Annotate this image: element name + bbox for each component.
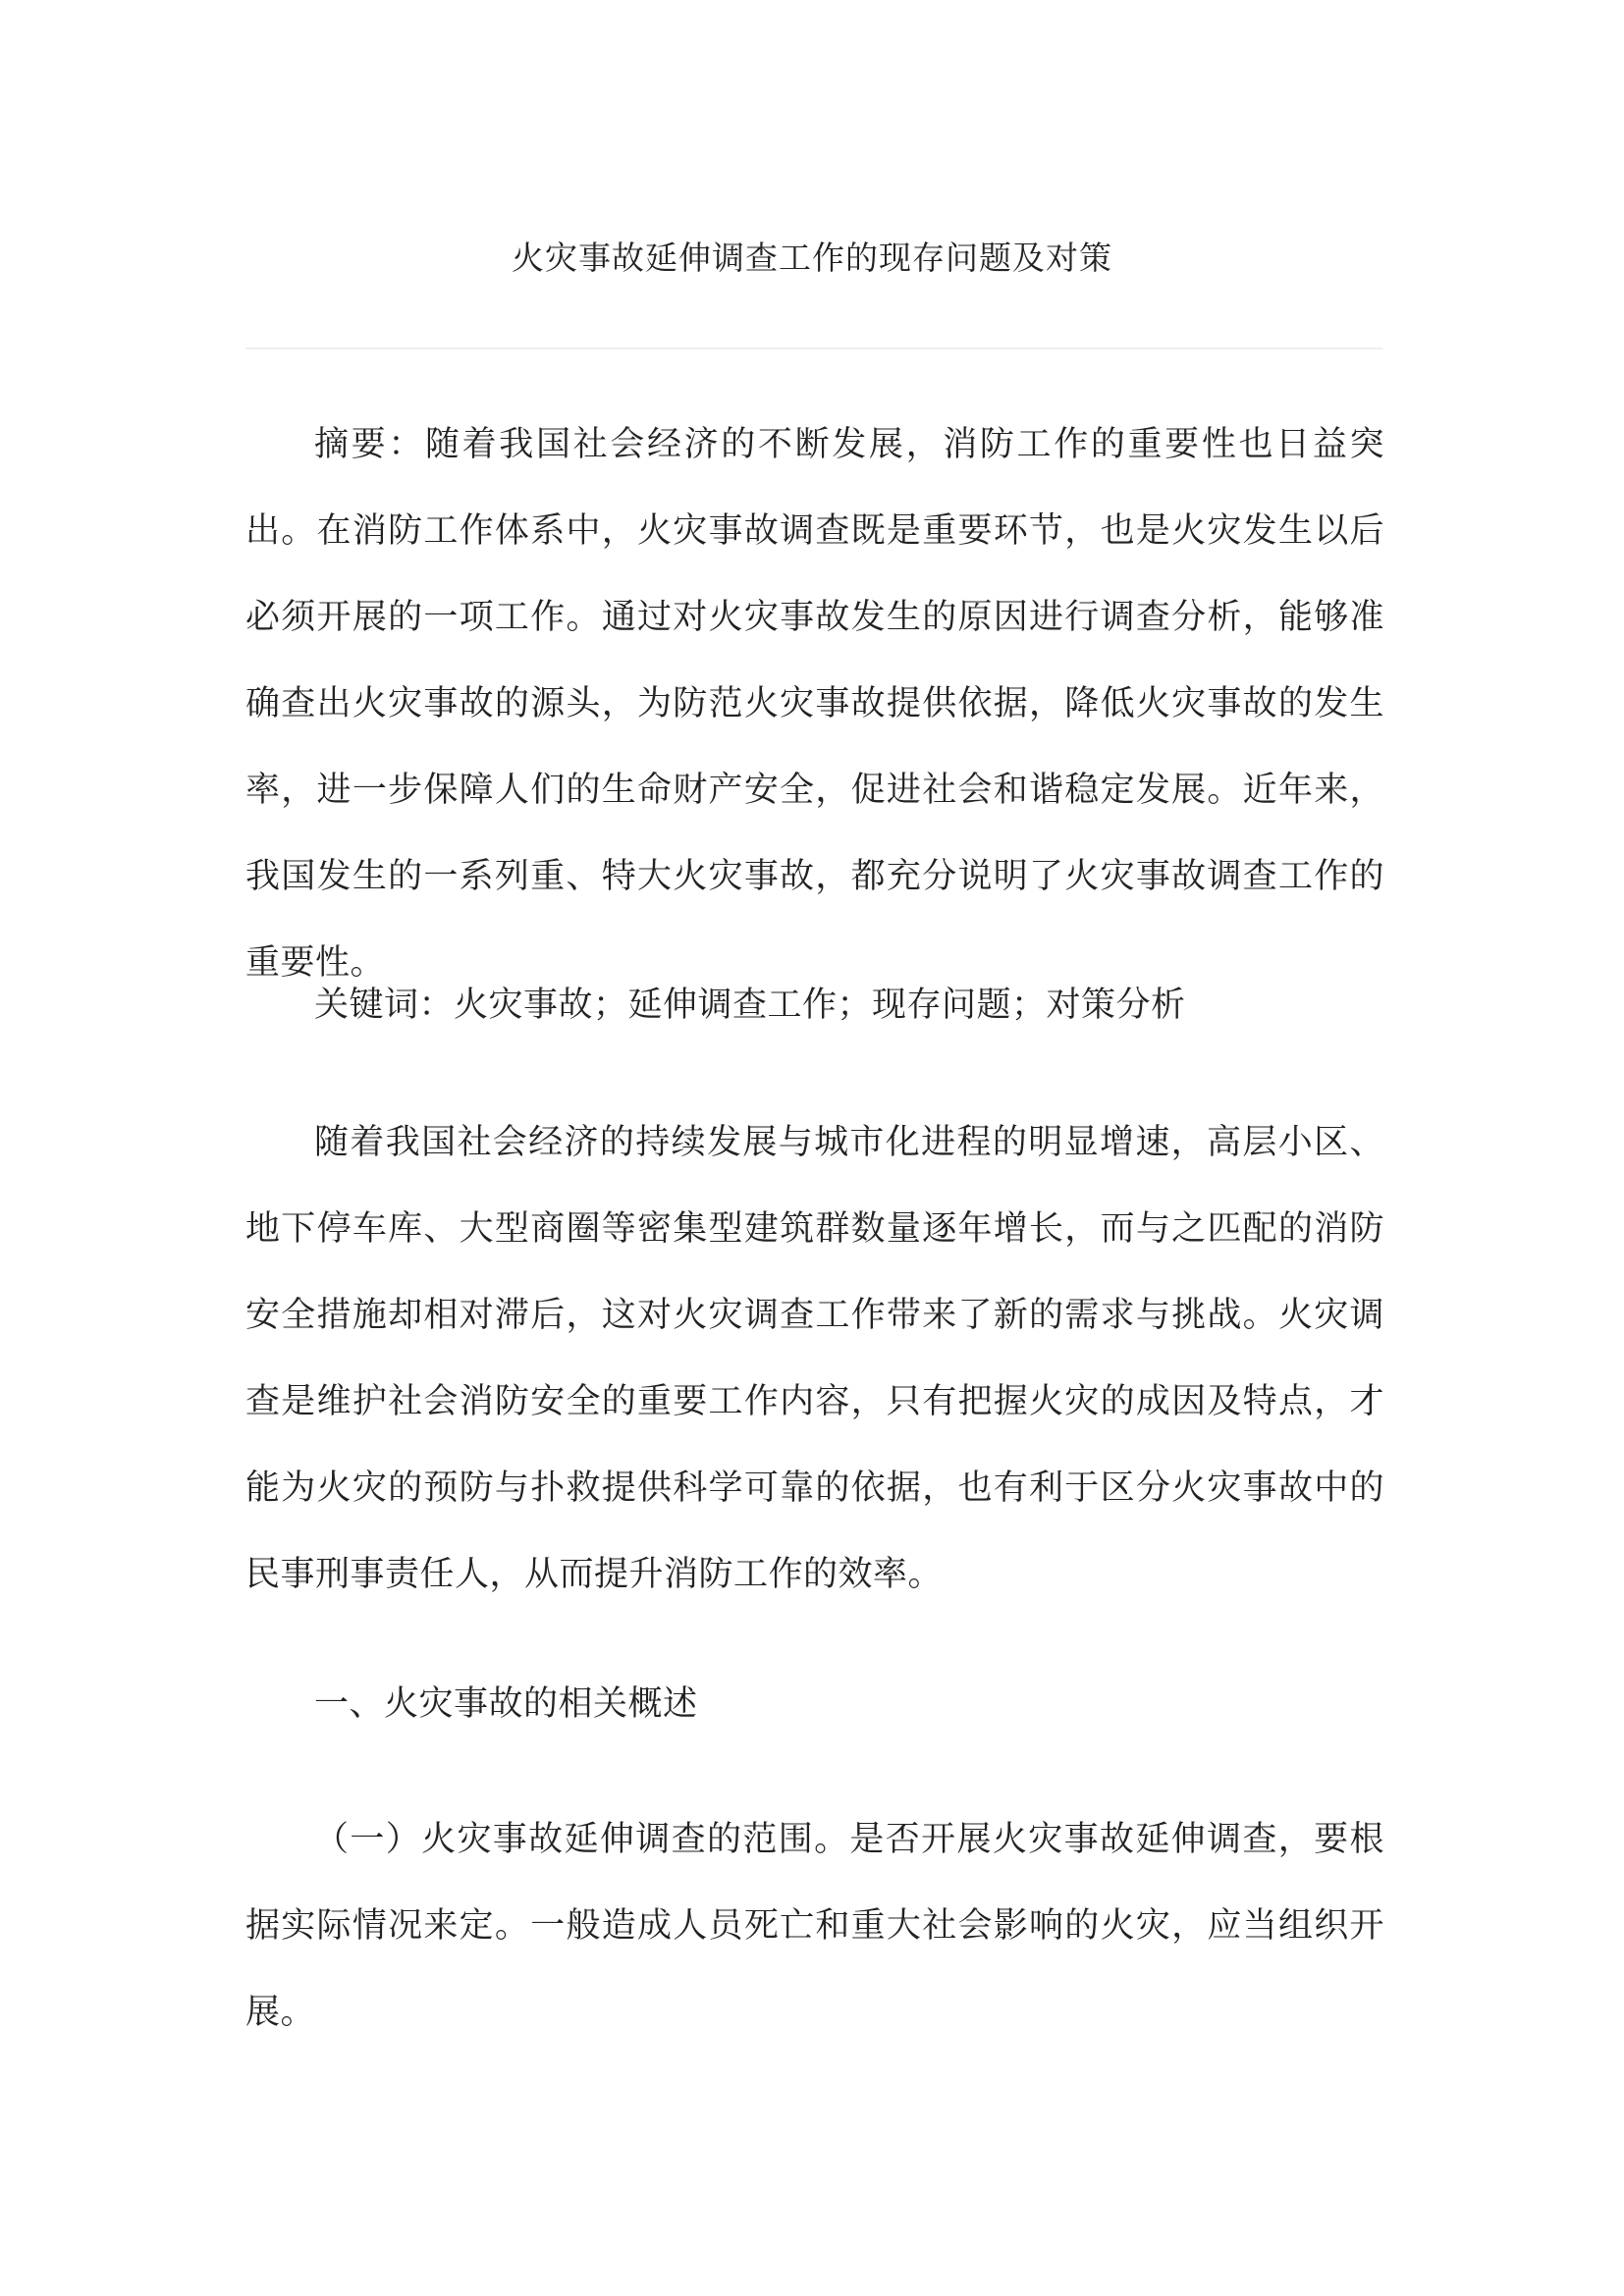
section-paragraph: （一）火灾事故延伸调查的范围。是否开展火灾事故延伸调查，要根据实际情况来定。一般造成人员死亡和重大社会影响的火灾，应当组织开展。 [245,1820,1384,2032]
title-divider [245,347,1382,349]
keywords-paragraph: 关键词：火灾事故；延伸调查工作；现存问题；对策分析 [314,986,1186,1025]
section-heading: 一、火灾事故的相关概述 [314,1684,698,1724]
document-title: 火灾事故延伸调查工作的现存问题及对策 [512,239,1112,277]
abstract-paragraph: 摘要：随着我国社会经济的不断发展，消防工作的重要性也日益突出。在消防工作体系中，火灾事故调查既是重要环节，也是火灾发生以后必须开展的一项工作。通过对火灾事故发生的原因进行调查分析，能够准确查出火灾事故的源头，为防范火灾事故提供依据，降低火灾事故的发生率，进一步保障人们的生命财产安全，促进社会和谐稳定发展。近年来，我国发生的一系列重、特大火灾事故，都充分说明了火灾事故调查工作的重要性。 [245,425,1384,983]
intro-paragraph: 随着我国社会经济的持续发展与城市化进程的明显增速，高层小区、地下停车库、大型商圈等密集型建筑群数量逐年增长，而与之匹配的消防安全措施却相对滞后，这对火灾调查工作带来了新的需求与挑战。火灾调查是维护社会消防安全的重要工作内容，只有把握火灾的成因及特点，才能为火灾的预防与扑救提供科学可靠的依据，也有利于区分火灾事故中的民事刑事责任人，从而提升消防工作的效率。 [245,1123,1384,1594]
